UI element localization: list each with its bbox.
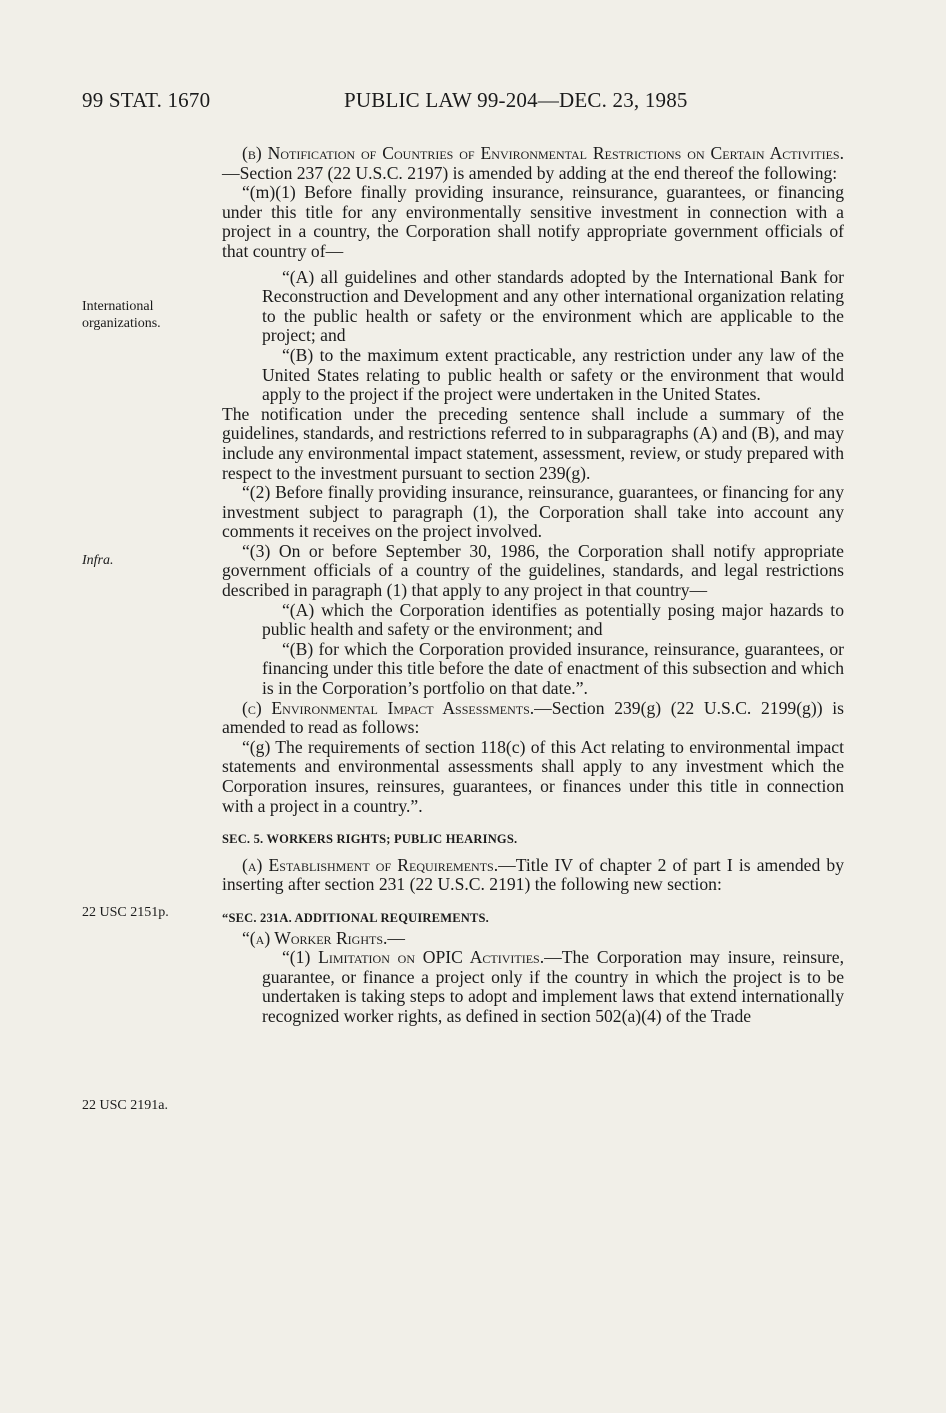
limitation-text: —The Corporation may insure, reinsure, guarantee, or finance a project only if the country in which the project is to be undertaken is taking steps to adopt and implement laws that extend internationally recognized worker rights, as defined in section 502(a)(4) of the Trade xyxy=(262,947,844,1026)
section-231a-heading: “SEC. 231A. ADDITIONAL REQUIREMENTS. xyxy=(222,910,489,925)
margin-note-international: International organizations. xyxy=(82,299,161,331)
page-header xyxy=(82,88,842,122)
paragraph-m3: “(3) On or before September 30, 1986, the Corporation shall notify appropriate government officials of a country of the guidelines, standards, and legal restrictions described in paragraph (1) that apply to any project in that country— xyxy=(222,540,844,601)
section-5-heading: SEC. 5. WORKERS RIGHTS; PUBLIC HEARINGS. xyxy=(222,832,518,847)
subparagraph-m1-b: “(B) to the maximum extent practicable, any restriction under any law of the United States relating to public health or safety or the environment that would apply to the project if the project were undertaken in the United States. xyxy=(262,344,844,405)
limitation-caption: “(1) Limitation on OPIC Activities. xyxy=(282,947,545,968)
margin-note-22-usc-2151p: 22 USC 2151p. xyxy=(82,905,169,920)
subsection-b-caption: (b) Notification of Countries of Environmental Restrictions on Certain Activities. xyxy=(242,143,844,163)
margin-note-22-usc-2191a: 22 USC 2191a. xyxy=(82,1098,168,1113)
subsection-c-text: —Section 239(g) (22 U.S.C. 2199(g)) is amended to read as follows: xyxy=(222,697,844,738)
subsection-a-text: —Title IV of chapter 2 of part I is amended by inserting after section 231 (22 U.S.C. 2191) the following new section: xyxy=(222,854,844,895)
subsection-b-text: —Section 237 (22 U.S.C. 2197) is amended by adding at the end thereof the following: xyxy=(222,162,838,183)
worker-rights-caption: “(a) Worker Rights.— xyxy=(242,927,406,948)
subsection-a-caption: (a) Establishment of Requirements. xyxy=(242,854,499,875)
statute-page-number: 99 STAT. 1670 xyxy=(82,88,211,112)
subparagraph-m3-b: “(B) for which the Corporation provided insurance, reinsurance, guarantees, or financing under this title before the date of enactment of this subsection and which is in the Corporation’s portfolio on that date.”. xyxy=(262,638,844,699)
public-law-title: PUBLIC LAW 99-204—DEC. 23, 1985 xyxy=(344,88,688,112)
paragraph-limitation xyxy=(222,948,844,1026)
margin-note-infra: Infra. xyxy=(82,553,114,568)
paragraph-m2: “(2) Before finally providing insurance, reinsurance, guarantees, or financing for any investment subject to paragraph (1), the Corporation shall take into account any comments it receives on the project involved. xyxy=(222,482,844,542)
body-text xyxy=(222,144,844,1027)
subsection-b xyxy=(222,144,844,183)
subparagraph-m1-a: “(A) all guidelines and other standards adopted by the International Bank for Reconstruction and Development and any other international organization relating to the public health or safety or the environment which are applicable to the project; and xyxy=(262,266,844,346)
notification-paragraph: The notification under the preceding sentence shall include a summary of the guidelines, standards, and restrictions referred to in subparagraphs (A) and (B), and may include any environmental impact statement, assessment, review, or study prepared with respect to the investment pursuant to section 239(g). xyxy=(222,403,844,483)
subsection-c-caption: (c) Environmental Impact Assessments. xyxy=(242,697,535,718)
subsection-a xyxy=(222,856,844,895)
paragraph-g: “(g) The requirements of section 118(c) of this Act relating to environmental impact statements and environmental assessments shall apply to any investment which the Corporation insures, reinsures, guarantees, or finances under this title in connection with a project in a country.”. xyxy=(222,736,844,816)
subsection-c xyxy=(222,699,844,738)
subparagraph-m3-a: “(A) which the Corporation identifies as potentially posing major hazards to public health and safety or the environment; and xyxy=(262,599,844,640)
paragraph-m1: “(m)(1) Before finally providing insurance, reinsurance, guarantees, or financing under this title for any environmentally sensitive investment in connection with a project in a country, the Corporation shall notify appropriate government officials of that country of— xyxy=(222,182,844,261)
